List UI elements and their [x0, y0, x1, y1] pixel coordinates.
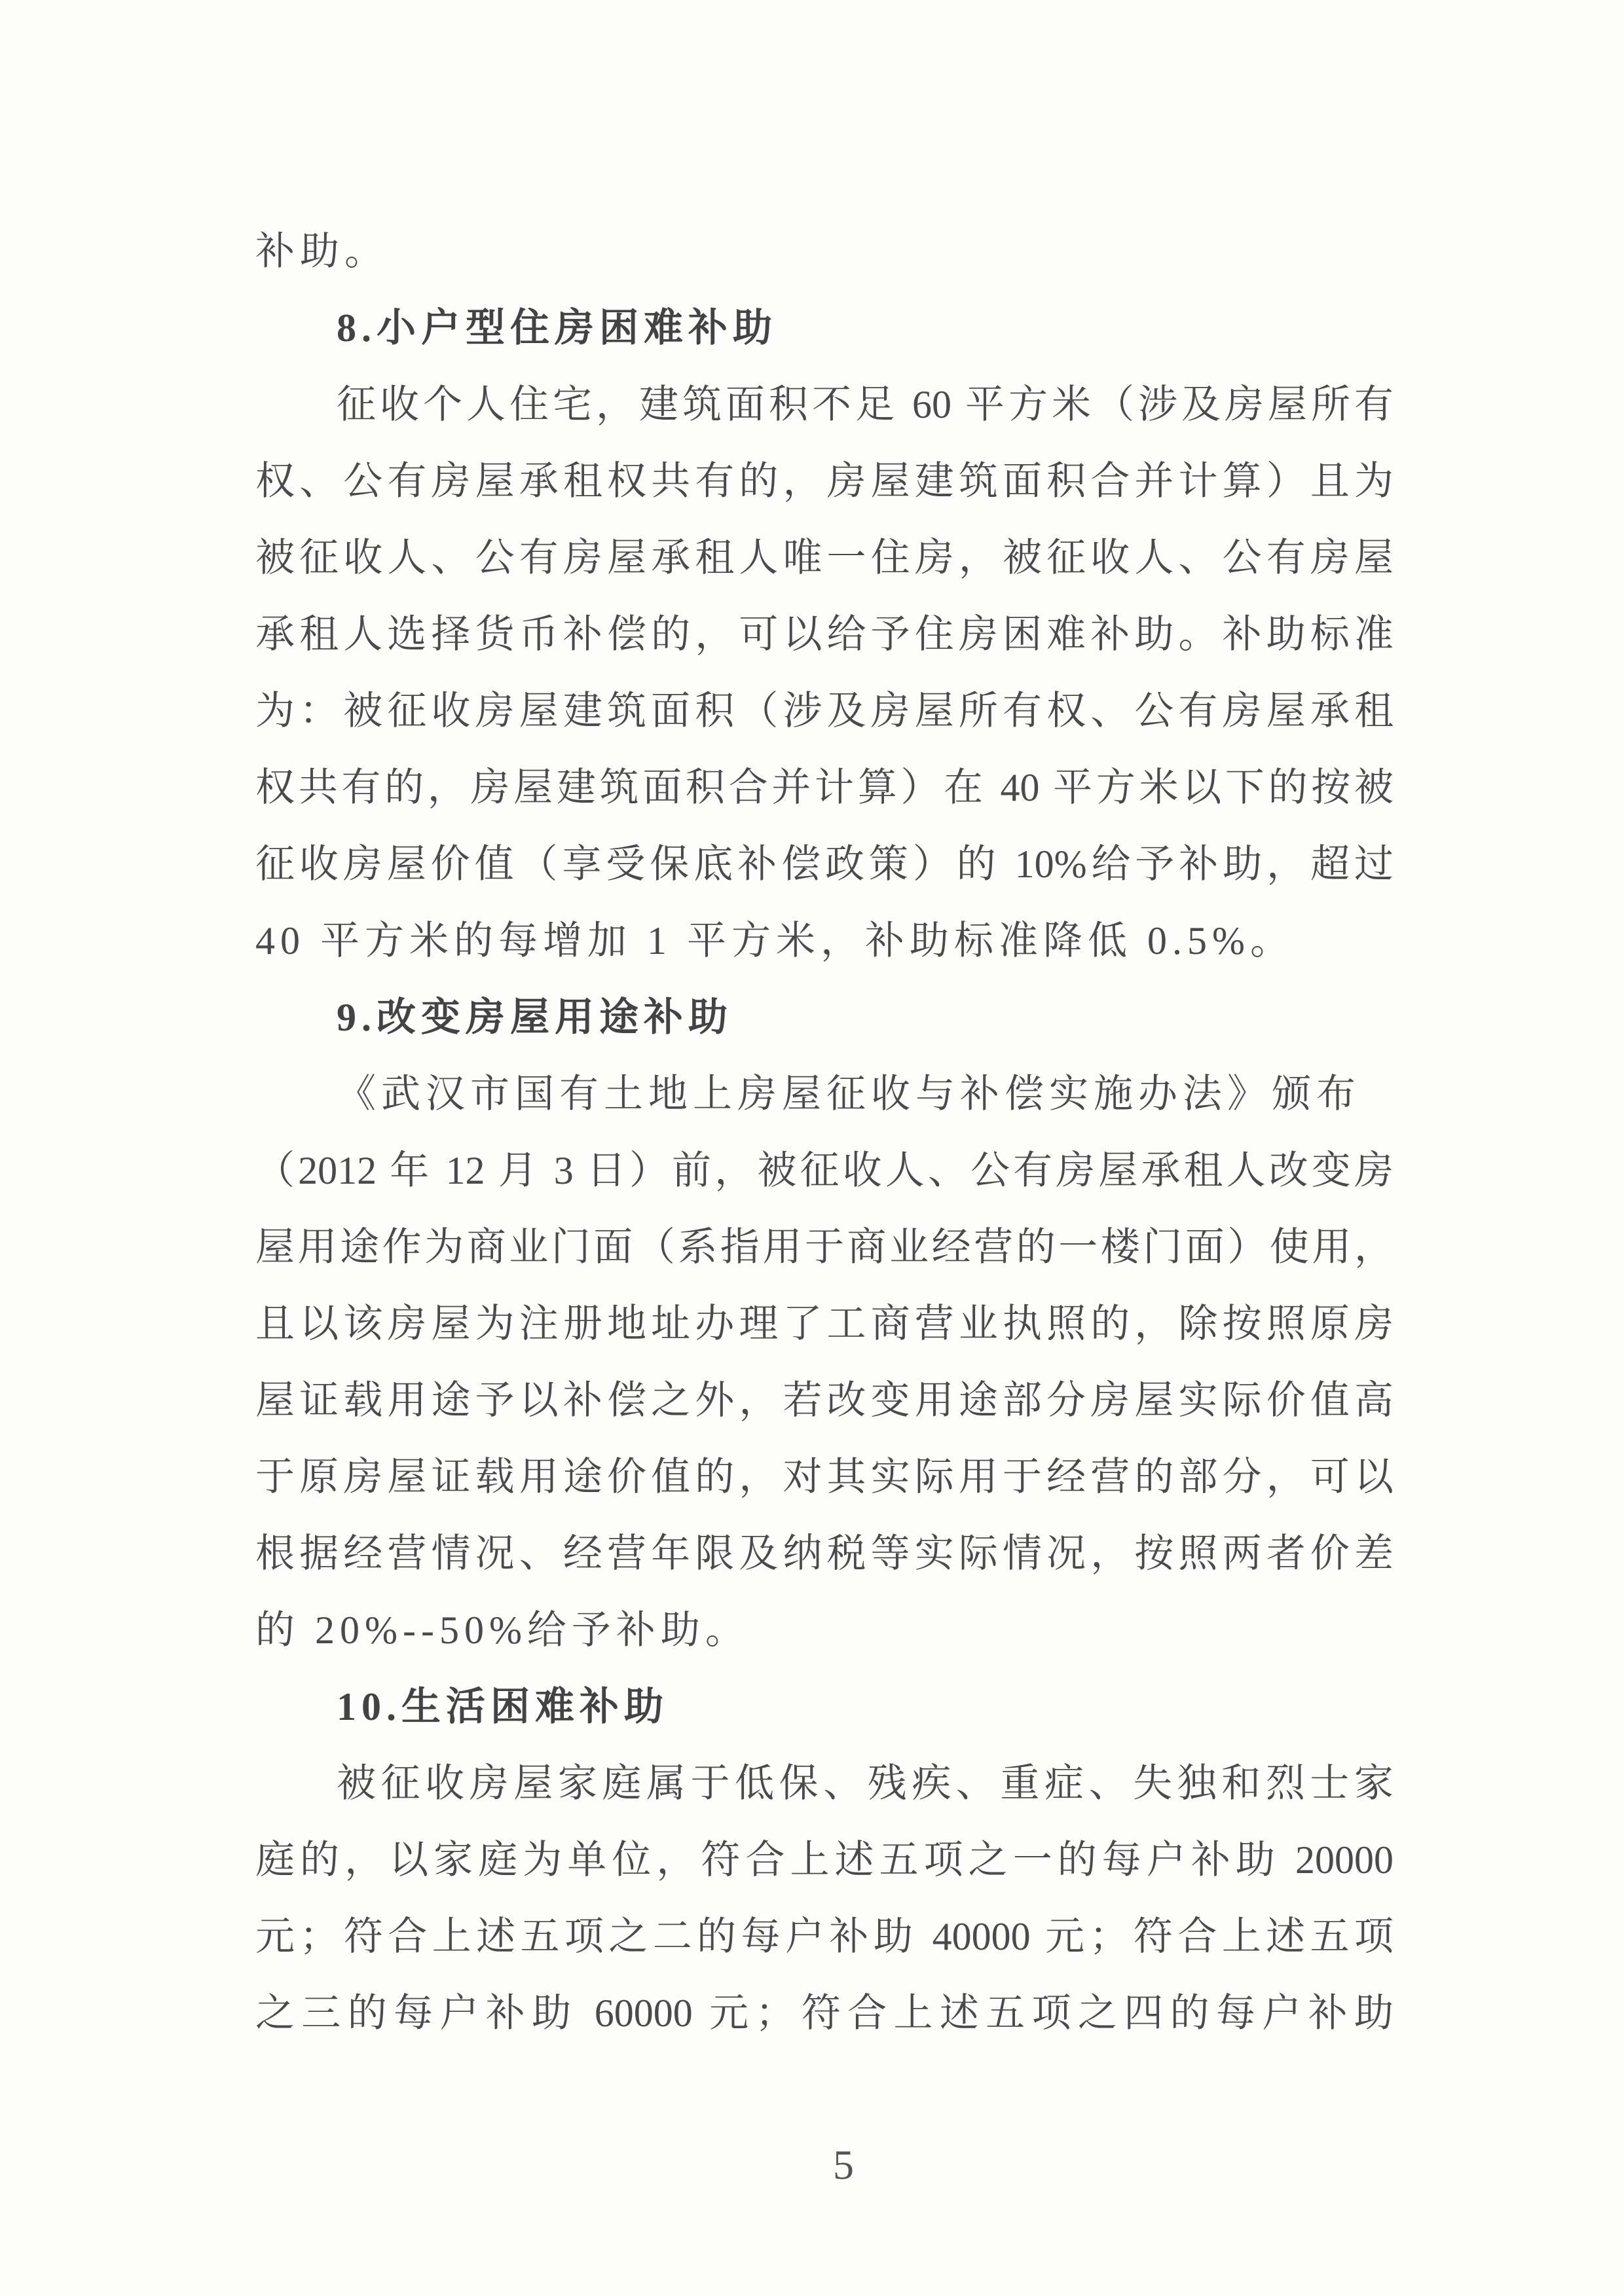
text-line: 承租人选择货币补偿的，可以给予住房困难补助。补助标准	[255, 613, 1393, 656]
text-line: 被征收房屋家庭属于低保、残疾、重症、失独和烈士家	[337, 1762, 1393, 1805]
text-line: 被征收人、公有房屋承租人唯一住房，被征收人、公有房屋	[255, 536, 1393, 579]
text-line: 征收房屋价值（享受保底补偿政策）的 10%给予补助，超过	[255, 843, 1393, 886]
section-heading-8: 8.小户型住房困难补助	[337, 306, 777, 350]
text-line: 权、公有房屋承租权共有的，房屋建筑面积合并计算）且为	[255, 460, 1393, 503]
text-line: 的 20%--50%给予补助。	[255, 1609, 750, 1652]
text-line: 于原房屋证载用途价值的，对其实际用于经营的部分，可以	[255, 1455, 1393, 1499]
section-heading-10: 10.生活困难补助	[337, 1685, 669, 1728]
text-line: （2012 年 12 月 3 日）前，被征收人、公有房屋承租人改变房	[255, 1149, 1393, 1192]
text-line: 根据经营情况、经营年限及纳税等实际情况，按照两者价差	[255, 1532, 1393, 1575]
text-line: 征收个人住宅，建筑面积不足 60 平方米（涉及房屋所有	[337, 383, 1393, 426]
text-line: 为：被征收房屋建筑面积（涉及房屋所有权、公有房屋承租	[255, 689, 1393, 733]
text-line: 且以该房屋为注册地址办理了工商营业执照的，除按照原房	[255, 1302, 1393, 1345]
text-line: 庭的，以家庭为单位，符合上述五项之一的每户补助 20000	[255, 1838, 1393, 1882]
text-line: 权共有的，房屋建筑面积合并计算）在 40 平方米以下的按被	[255, 766, 1393, 809]
section-heading-9: 9.改变房屋用途补助	[337, 996, 733, 1039]
text-line: 之三的每户补助 60000 元；符合上述五项之四的每户补助	[255, 1992, 1393, 2035]
document-body	[255, 213, 1393, 2052]
text-line: 屋用途作为商业门面（系指用于商业经营的一楼门面）使用，	[255, 1226, 1393, 1269]
text-line: 40 平方米的每增加 1 平方米，补助标准降低 0.5%。	[255, 919, 1295, 962]
text-line: 元；符合上述五项之二的每户补助 40000 元；符合上述五项	[255, 1915, 1393, 1958]
text-line: 《武汉市国有土地上房屋征收与补偿实施办法》颁布	[337, 1072, 1361, 1116]
text-line: 屋证载用途予以补偿之外，若改变用途部分房屋实际价值高	[255, 1379, 1393, 1422]
text-line: 补助。	[255, 230, 389, 273]
page-number: 5	[833, 2141, 854, 2188]
